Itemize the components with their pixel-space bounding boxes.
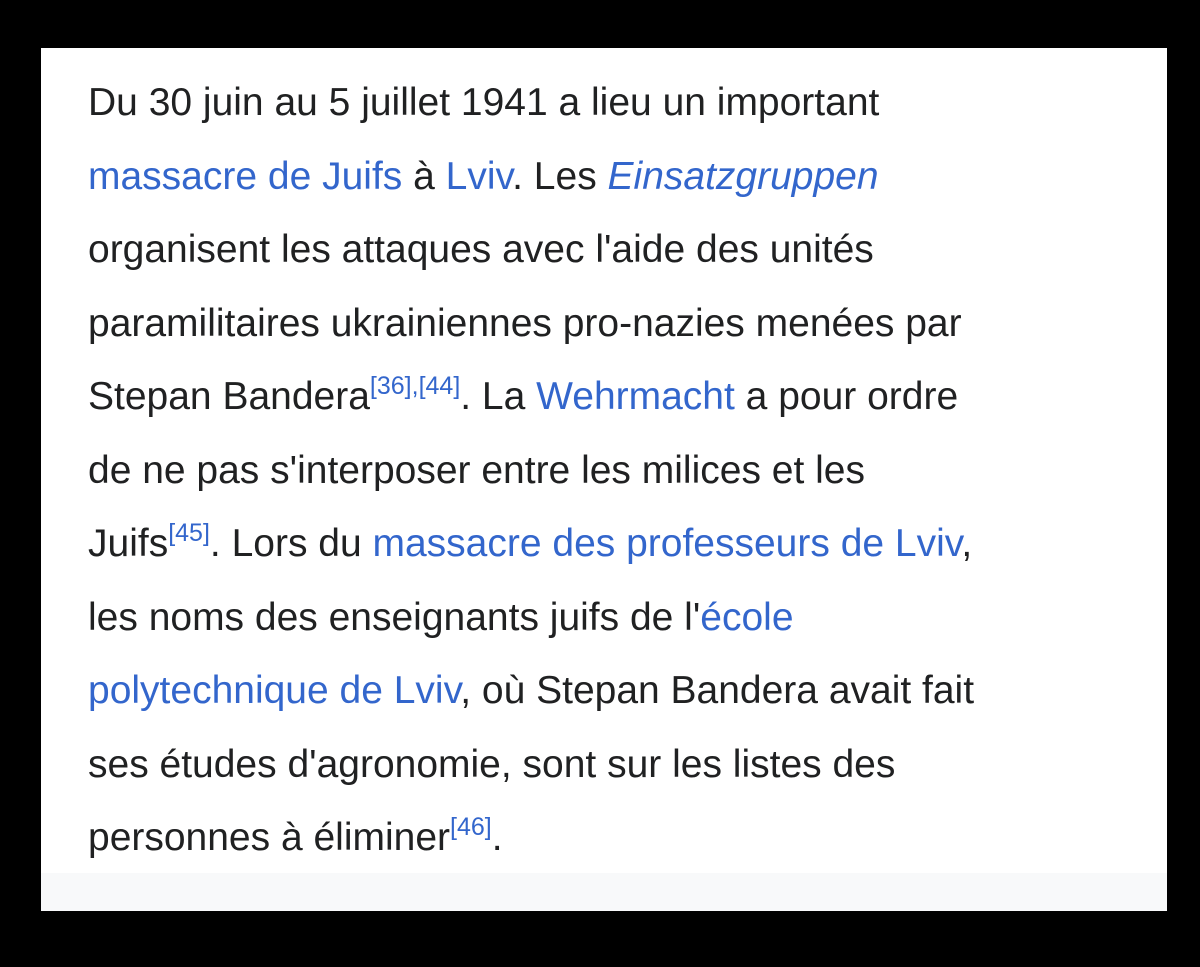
text-segment: paramilitaires ukrainiennes pro-nazies menées par [88,301,962,345]
paragraph-line-1 [88,66,1167,140]
text-segment: a pour ordre [734,375,959,418]
reference-45-label: [45] [168,519,210,547]
reference-36[interactable] [370,372,412,400]
reference-44[interactable] [419,372,461,400]
text-segment: . Lors du [209,522,373,565]
link-einsatzgruppen[interactable] [608,155,879,198]
text-segment: ses études d'agronomie, sont sur les listes des [88,742,896,786]
article-card [41,48,1167,911]
reference-46-label: [46] [450,813,492,841]
text-segment: les noms des enseignants juifs de l' [88,595,701,639]
card-footer-strip [41,873,1167,911]
paragraph-line-8 [88,581,1167,655]
link-lviv[interactable]: Lviv [445,154,513,198]
paragraph-line-11 [88,801,1167,875]
text-segment: personnes à éliminer [88,816,451,859]
reference-46[interactable] [450,813,492,841]
paragraph-line-7 [88,507,1167,581]
text-segment: . [491,816,503,859]
reference-separator: , [411,372,419,400]
text-segment: . La [460,375,537,418]
paragraph-line-3 [88,213,1167,287]
paragraph-line-4 [88,287,1167,361]
link-ecole-polytechnique-de-lviv[interactable]: école [700,595,794,639]
link-massacre-des-professeurs-de-lviv[interactable]: massacre des professeurs de Lviv [372,522,962,565]
reference-45[interactable] [168,519,210,547]
text-segment: à [402,154,446,198]
text-segment: , [961,522,973,565]
text-segment: organisent les attaques avec l'aide des unités [88,228,874,271]
text-segment: Juifs [88,522,169,565]
link-wehrmacht[interactable]: Wehrmacht [536,375,735,418]
link-ecole-polytechnique-de-lviv[interactable]: polytechnique de Lviv [88,669,461,712]
paragraph-line-9 [88,654,1167,728]
paragraph-line-2 [88,140,1167,214]
link-massacre-de-juifs[interactable]: massacre de Juifs [88,154,403,198]
reference-44-label: [44] [418,372,461,400]
article-paragraph [88,66,1167,875]
paragraph-line-6 [88,434,1167,508]
reference-36-label: [36] [369,372,412,400]
text-segment: Du 30 juin au 5 juillet 1941 a lieu un important [88,81,880,124]
text-segment: Stepan Bandera [88,375,370,418]
paragraph-line-10 [88,728,1167,802]
link-einsatzgruppen-label: Einsatzgruppen [607,154,879,198]
text-segment: de ne pas s'interposer entre les milices et les [88,448,865,492]
text-segment: . Les [512,154,608,198]
paragraph-line-5 [88,360,1167,434]
text-segment: , où Stepan Bandera avait fait [460,669,975,712]
